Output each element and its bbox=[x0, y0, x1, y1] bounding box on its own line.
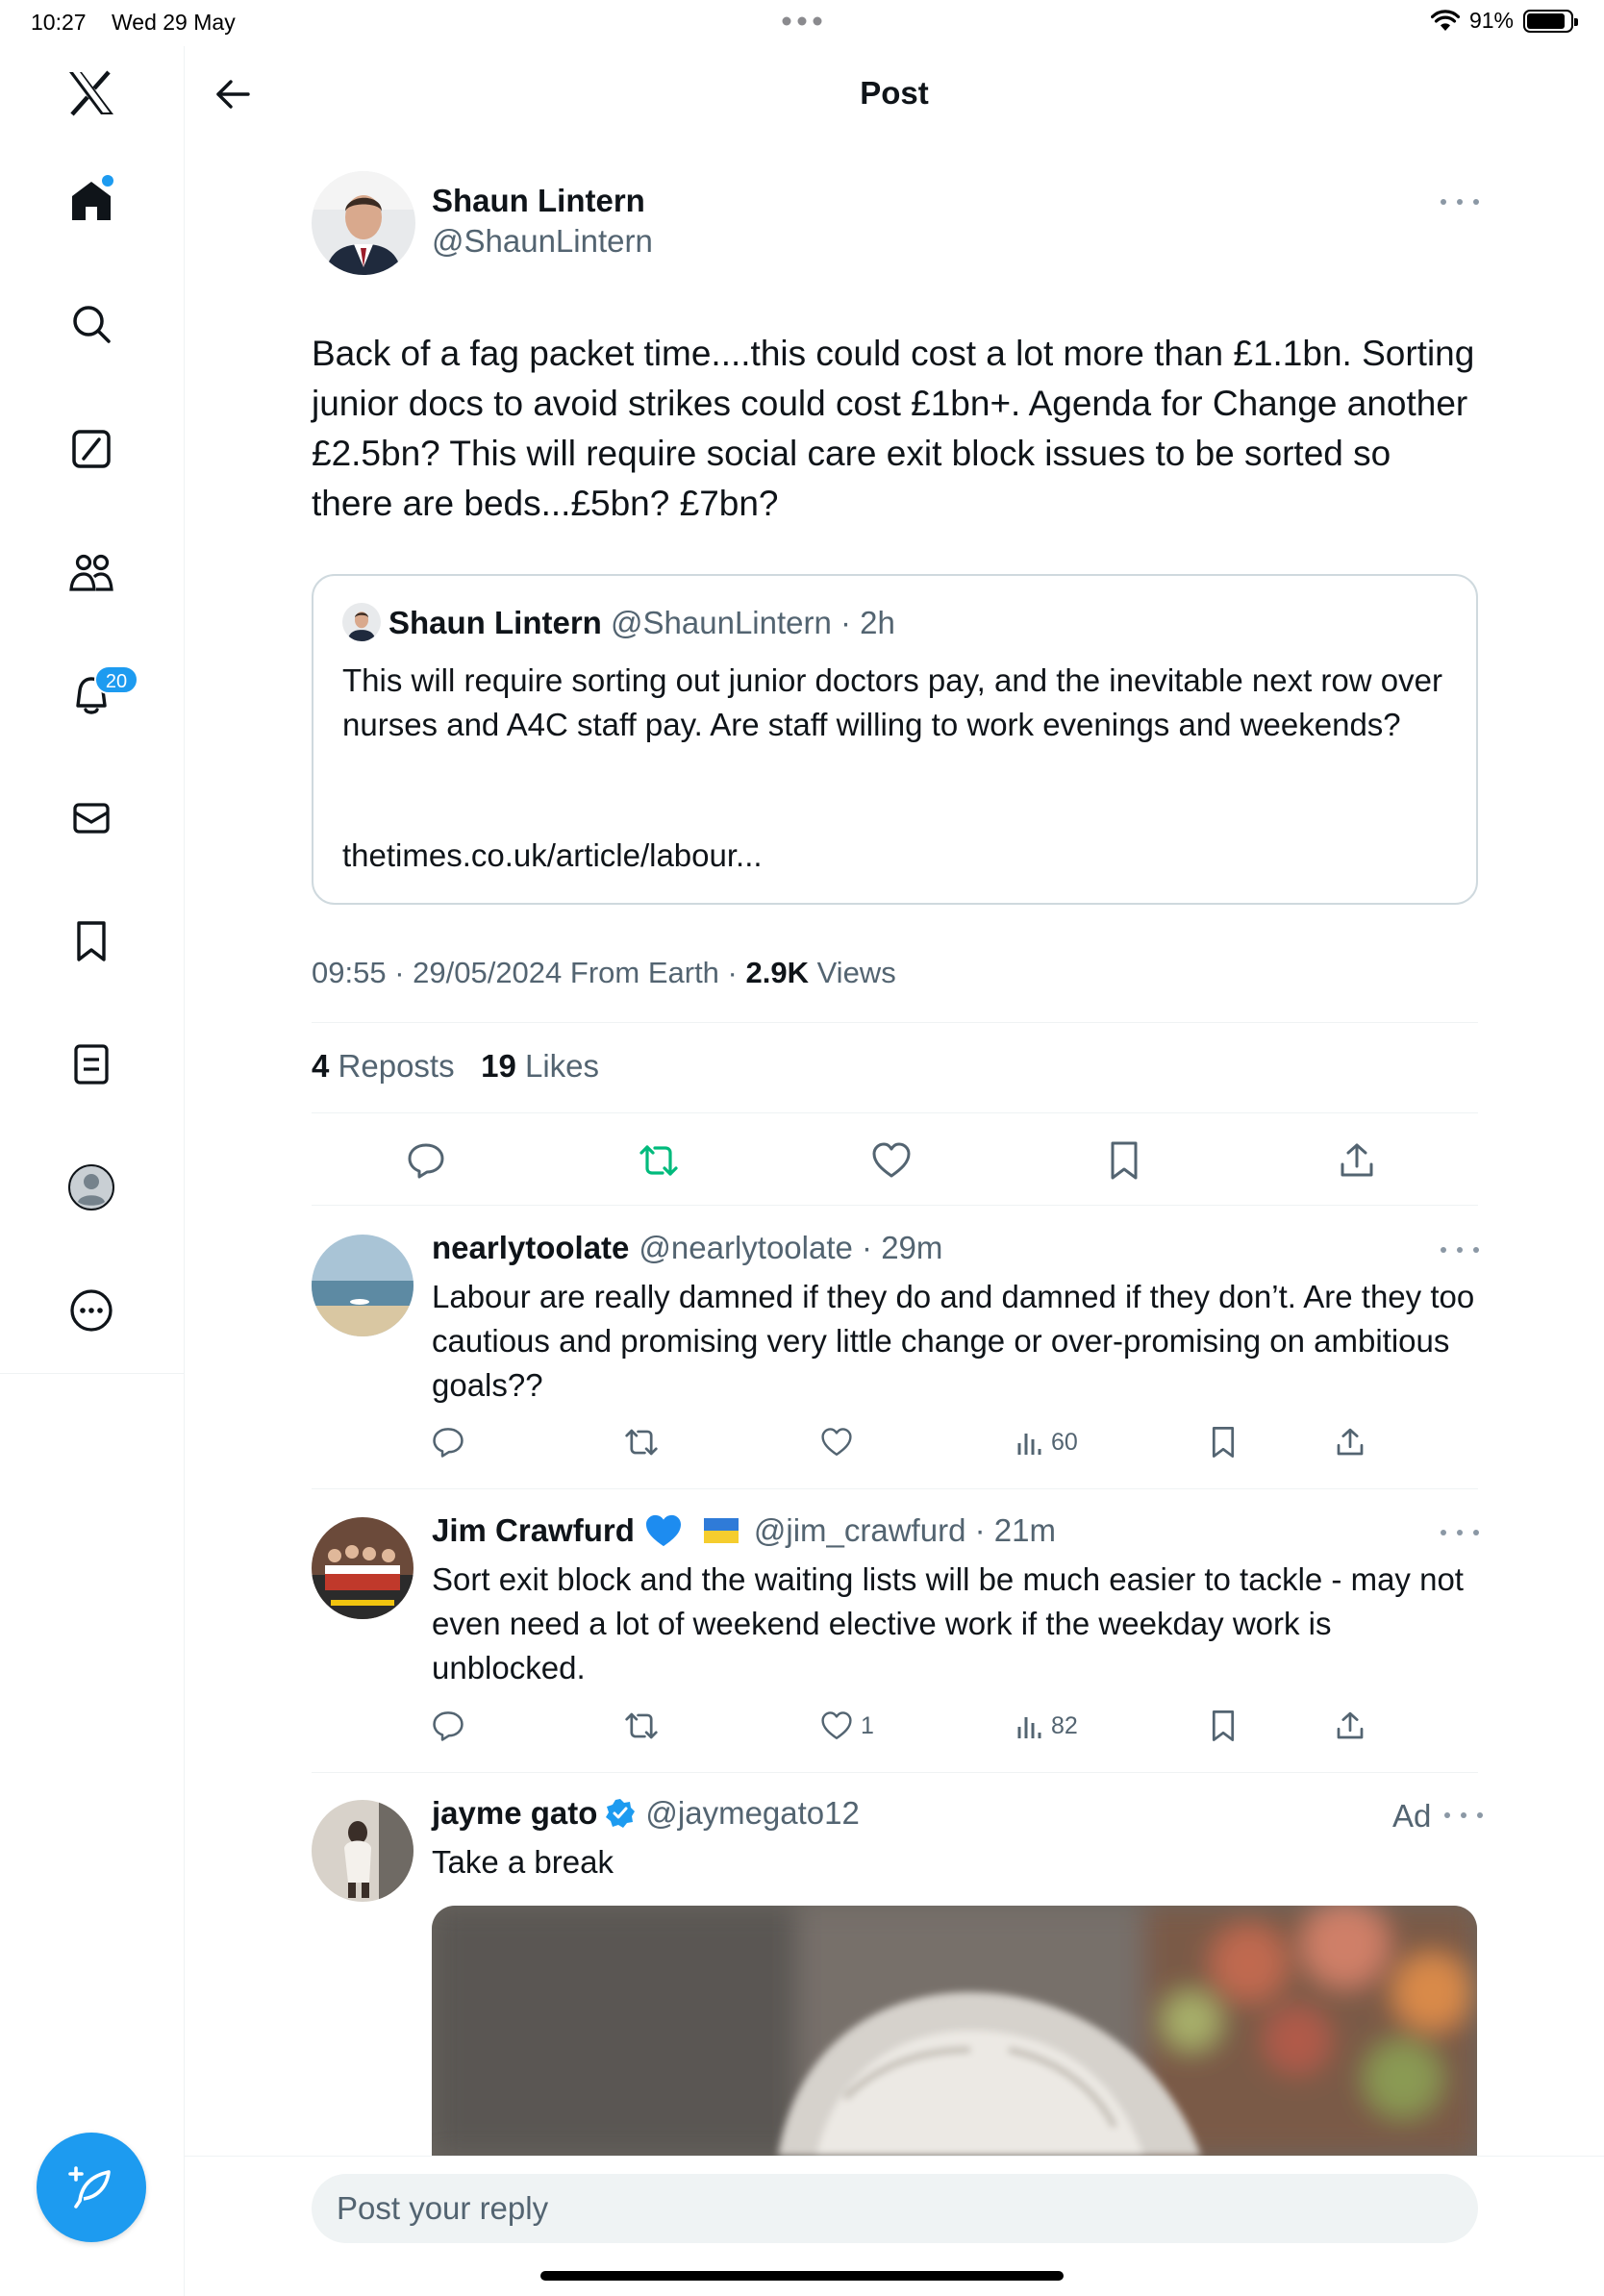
reply-input[interactable] bbox=[312, 2174, 1478, 2243]
quoted-author-meta: @ShaunLintern · 2h bbox=[611, 605, 895, 640]
bookmark-icon bbox=[74, 920, 109, 962]
x-logo-icon[interactable] bbox=[63, 65, 119, 121]
sidebar-item-lists[interactable] bbox=[63, 1036, 119, 1092]
page-title: Post bbox=[860, 75, 929, 111]
home-indicator[interactable] bbox=[540, 2271, 1064, 2281]
divider bbox=[312, 1112, 1478, 1113]
communities-icon bbox=[67, 551, 115, 593]
views-bar-chart-icon bbox=[1016, 1711, 1043, 1740]
reply-views-count: 82 bbox=[1051, 1711, 1078, 1739]
reposts-count[interactable]: 4 bbox=[312, 1048, 330, 1084]
likes-count[interactable]: 19 bbox=[481, 1048, 516, 1084]
sidebar-item-communities[interactable] bbox=[63, 544, 119, 600]
notification-badge: 20 bbox=[94, 665, 138, 694]
author-name[interactable]: Shaun Lintern bbox=[432, 183, 645, 218]
reply-avatar[interactable] bbox=[312, 1235, 414, 1336]
share-icon bbox=[1335, 1427, 1366, 1458]
list-icon bbox=[73, 1043, 110, 1086]
reply-icon bbox=[407, 1141, 445, 1180]
share-icon bbox=[1335, 1710, 1366, 1741]
reply-views-count: 60 bbox=[1051, 1428, 1078, 1456]
grok-icon bbox=[70, 428, 113, 470]
compose-feather-icon bbox=[66, 2162, 116, 2212]
repost-icon bbox=[623, 1710, 660, 1742]
reply-bookmark-button[interactable] bbox=[1210, 1707, 1237, 1745]
reply-like-button[interactable] bbox=[820, 1707, 874, 1745]
ad-label: Ad bbox=[1392, 1798, 1432, 1834]
verified-badge-icon bbox=[605, 1798, 636, 1829]
reply-more-icon[interactable] bbox=[1441, 1240, 1479, 1260]
reply-views-button[interactable] bbox=[1016, 1707, 1078, 1745]
repost-icon bbox=[638, 1141, 680, 1180]
post-more-icon[interactable] bbox=[1441, 192, 1479, 212]
post-meta bbox=[312, 956, 896, 990]
reply-share-button[interactable] bbox=[1335, 1423, 1366, 1461]
bookmark-icon bbox=[1108, 1140, 1140, 1181]
reply-avatar[interactable] bbox=[312, 1517, 414, 1619]
likes-label[interactable]: Likes bbox=[525, 1048, 600, 1084]
more-circle-icon bbox=[69, 1288, 113, 1333]
ad-author-name[interactable]: jayme gato bbox=[432, 1795, 598, 1831]
quoted-post-link[interactable]: thetimes.co.uk/article/labour... bbox=[342, 837, 763, 873]
sidebar-item-more[interactable] bbox=[63, 1283, 119, 1338]
reply-author-meta[interactable]: @nearlytoolate · 29m bbox=[639, 1230, 943, 1265]
sidebar-item-profile[interactable] bbox=[63, 1160, 119, 1215]
post-timestamp: 09:55 · 29/05/2024 From Earth · bbox=[312, 956, 746, 989]
reply-icon bbox=[432, 1710, 464, 1742]
reply-author-meta[interactable]: @jim_crawfurd · 21m bbox=[753, 1512, 1056, 1548]
reply-share-button[interactable] bbox=[1335, 1707, 1366, 1745]
divider bbox=[312, 1205, 1478, 1206]
reply-reply-button[interactable] bbox=[432, 1423, 464, 1461]
sidebar-item-explore[interactable] bbox=[63, 296, 119, 352]
quoted-post[interactable] bbox=[312, 574, 1478, 905]
sidebar-item-bookmarks[interactable] bbox=[63, 913, 119, 969]
reply-header bbox=[432, 1230, 942, 1266]
ad-media-image[interactable] bbox=[432, 1906, 1477, 2156]
ad-header bbox=[432, 1795, 860, 1832]
heart-icon bbox=[871, 1141, 912, 1180]
reply-author-name[interactable]: nearlytoolate bbox=[432, 1230, 630, 1265]
blue-heart-icon bbox=[644, 1513, 683, 1548]
quoted-author-name: Shaun Lintern bbox=[388, 605, 602, 640]
reply-bookmark-button[interactable] bbox=[1210, 1423, 1237, 1461]
share-button[interactable] bbox=[1334, 1137, 1380, 1184]
status-time: 10:27 bbox=[31, 10, 87, 35]
reply-text: Sort exit block and the waiting lists will be much easier to tackle - may not even need a lot of weekend elective work if the weekday work is unblocked. bbox=[432, 1561, 1464, 1685]
repost-button[interactable] bbox=[636, 1137, 682, 1184]
sidebar-item-grok[interactable] bbox=[63, 421, 119, 477]
post-text: Back of a fag packet time....this could cost a lot more than £1.1bn. Sorting junior docs to avoid strikes could cost £1bn+. Agenda for Change another £2.5bn? This will require social care exit block issues to be sorted so there are beds...£5bn? £7bn? bbox=[312, 334, 1475, 523]
reply-repost-button[interactable] bbox=[623, 1423, 660, 1461]
repost-icon bbox=[623, 1426, 660, 1459]
bookmark-button[interactable] bbox=[1101, 1137, 1147, 1184]
status-bar bbox=[0, 0, 1604, 46]
views-count: 2.9K bbox=[745, 956, 809, 989]
like-button[interactable] bbox=[868, 1137, 915, 1184]
profile-icon bbox=[67, 1163, 115, 1211]
reply-icon bbox=[432, 1426, 464, 1459]
bookmark-icon bbox=[1210, 1426, 1237, 1459]
quoted-author-avatar bbox=[342, 603, 381, 641]
mail-icon bbox=[72, 801, 111, 836]
ad-author-handle[interactable]: @jaymegato12 bbox=[645, 1795, 860, 1831]
sidebar-divider bbox=[0, 1373, 185, 1374]
author-avatar[interactable] bbox=[312, 171, 415, 275]
battery-icon bbox=[1523, 10, 1573, 33]
bookmark-icon bbox=[1210, 1710, 1237, 1742]
heart-icon bbox=[820, 1710, 853, 1741]
heart-icon bbox=[820, 1427, 853, 1458]
search-icon bbox=[70, 303, 113, 345]
ad-more-icon[interactable] bbox=[1444, 1806, 1483, 1825]
author-handle[interactable]: @ShaunLintern bbox=[432, 223, 653, 259]
reply-author-name[interactable]: Jim Crawfurd bbox=[432, 1512, 635, 1548]
views-bar-chart-icon bbox=[1016, 1428, 1043, 1457]
multitasking-dots-icon[interactable] bbox=[779, 13, 825, 29]
divider bbox=[312, 1772, 1478, 1773]
engagement-stats bbox=[312, 1048, 599, 1085]
ad-text: Take a break bbox=[432, 1844, 614, 1880]
reply-text: Labour are really damned if they do and damned if they don’t. Are they too cautious and promising very little change or over-promising on ambitious goals?? bbox=[432, 1279, 1475, 1403]
reposts-label[interactable]: Reposts bbox=[338, 1048, 455, 1084]
share-icon bbox=[1338, 1141, 1376, 1180]
reply-header bbox=[432, 1512, 1056, 1549]
ad-author-avatar[interactable] bbox=[312, 1800, 414, 1902]
reply-more-icon[interactable] bbox=[1441, 1523, 1479, 1542]
reply-views-button[interactable] bbox=[1016, 1423, 1078, 1461]
ukraine-flag-icon bbox=[704, 1518, 739, 1543]
home-unread-dot bbox=[102, 175, 113, 187]
reply-like-count: 1 bbox=[861, 1711, 874, 1739]
reply-reply-button[interactable] bbox=[432, 1707, 464, 1745]
divider bbox=[312, 1488, 1478, 1489]
views-label: Views bbox=[808, 956, 896, 989]
divider bbox=[312, 1022, 1478, 1023]
battery-percent: 91% bbox=[1468, 8, 1514, 33]
sidebar-item-messages[interactable] bbox=[63, 790, 119, 846]
reply-like-button[interactable] bbox=[820, 1423, 861, 1461]
quoted-post-text: This will require sorting out junior doctors pay, and the inevitable next row over nurses and A4C staff pay. Are staff willing to work evenings and weekends? bbox=[342, 662, 1442, 742]
reply-button[interactable] bbox=[403, 1137, 449, 1184]
reply-repost-button[interactable] bbox=[623, 1707, 660, 1745]
wifi-icon bbox=[1431, 10, 1460, 33]
status-date: Wed 29 May bbox=[112, 10, 236, 35]
compose-post-button[interactable] bbox=[37, 2133, 146, 2242]
